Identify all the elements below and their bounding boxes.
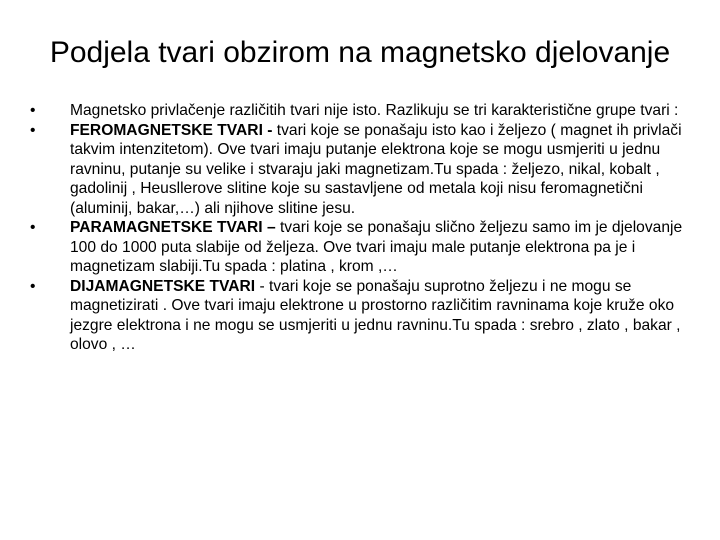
- bullet-text: tvari koje se ponašaju slično željezu samo im je djelovanje 100 do 1000 puta slabije od željeza. Ove tvari imaju male putanje elektrona pa je i magnetizam slabiji.Tu spada : platina , krom ,…: [70, 219, 683, 275]
- bullet-item-intro: [30, 101, 690, 121]
- bullet-item-paramagnetske: [30, 218, 690, 277]
- bullet-list: [30, 101, 690, 355]
- bullet-item-feromagnetske: [30, 121, 690, 219]
- bullet-text: tvari koje se ponašaju isto kao i željezo ( magnet ih privlači takvim intenzitetom). Ove tvari imaju putanje elektrona koje se mogu usmjeriti u jednu ravninu, putanje su velike i stvaraju jaki magnetizam.Tu spada : željezo, nikal, kobalt , gadolinij , Heusllerove slitine koje su sastavljene od metala koji nisu feromagnetični (aluminij, bakar,…) ali njihove slitine jesu.: [70, 121, 682, 217]
- bullet-text: - tvari koje se ponašaju suprotno željezu i ne mogu se magnetizirati . Ove tvari imaju elektrone u prostorno različitim ravninama koje kruže oko jezgre elektrona i ne mogu se usmjeriti u jednu ravninu.Tu spada : srebro , zlato , bakar , olovo , …: [70, 277, 681, 353]
- bullet-term: PARAMAGNETSKE TVARI –: [70, 219, 276, 236]
- bullet-term: DIJAMAGNETSKE TVARI: [70, 277, 256, 295]
- bullet-term: FEROMAGNETSKE TVARI -: [70, 121, 273, 139]
- bullet-text: Magnetsko privlačenje različitih tvari nije isto. Razlikuju se tri karakteristične grupe tvari :: [70, 102, 679, 119]
- slide-title: Podjela tvari obzirom na magnetsko djelovanje: [49, 36, 671, 70]
- bullet-item-dijamagnetske: [30, 277, 690, 355]
